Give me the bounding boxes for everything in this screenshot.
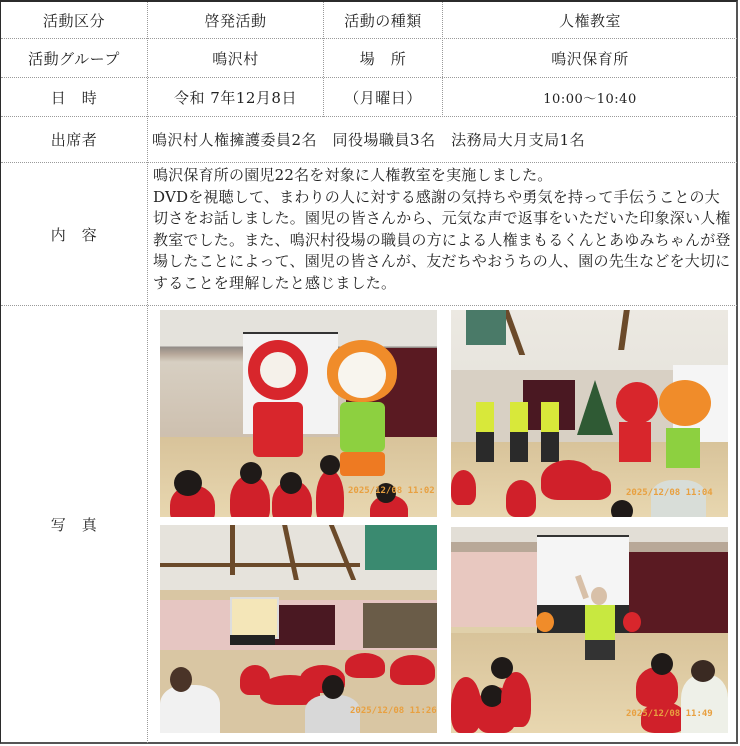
value-activity-group: 鳴沢村 bbox=[212, 49, 259, 68]
content-line: DVDを視聴して、まわりの人に対する感謝の気持ちや勇気を持って手伝うことの大切さをお話しました。園児の皆さんから、元気な声で返事をいただいた印象深い人権教室でした。また、鳴沢村役場の職員の方による人権まもるくんとあゆみちゃんが登場したことによって、園児の皆さんが、友だちやおうちの人、園の先生などを大切にすることを理解したと感じました。 bbox=[153, 187, 731, 292]
value-activity-category: 啓発活動 bbox=[204, 11, 267, 30]
content-line: 鳴沢保育所の園児22名を対象に人権教室を実施しました。 bbox=[153, 166, 553, 184]
content-text bbox=[149, 163, 737, 305]
label-attendees: 出席者 bbox=[50, 131, 98, 149]
photo-timestamp: 2025/12/08 11:02 bbox=[348, 486, 435, 496]
label-content: 内 容 bbox=[50, 225, 98, 244]
label-activity-group: 活動グループ bbox=[28, 49, 120, 68]
value-time: 10:00〜10:40 bbox=[543, 91, 637, 107]
label-datetime: 日 時 bbox=[50, 88, 98, 107]
photo-timestamp: 2025/12/08 11:26 bbox=[350, 706, 437, 716]
label-photos: 写 真 bbox=[50, 516, 98, 534]
photo-timestamp: 2025/12/08 11:04 bbox=[626, 488, 713, 498]
label-activity-type: 活動の種類 bbox=[344, 11, 422, 30]
photo-children-watching-dvd bbox=[160, 525, 437, 733]
value-attendees: 鳴沢村人権擁護委員2名 同役場職員3名 法務局大月支局1名 bbox=[152, 131, 586, 149]
value-location: 鳴沢保育所 bbox=[551, 49, 629, 68]
photo-mascots-with-children bbox=[160, 310, 437, 517]
value-activity-type: 人権教室 bbox=[558, 11, 621, 30]
photo-timestamp: 2025/12/08 11:49 bbox=[626, 709, 713, 719]
photo-staff-raising-hand bbox=[451, 527, 728, 733]
photo-staff-and-mascots bbox=[451, 310, 728, 517]
value-date: 令和 7年12月8日 bbox=[174, 88, 297, 107]
label-activity-category: 活動区分 bbox=[42, 11, 105, 30]
label-location: 場 所 bbox=[359, 49, 407, 68]
value-weekday: （月曜日） bbox=[344, 88, 422, 107]
